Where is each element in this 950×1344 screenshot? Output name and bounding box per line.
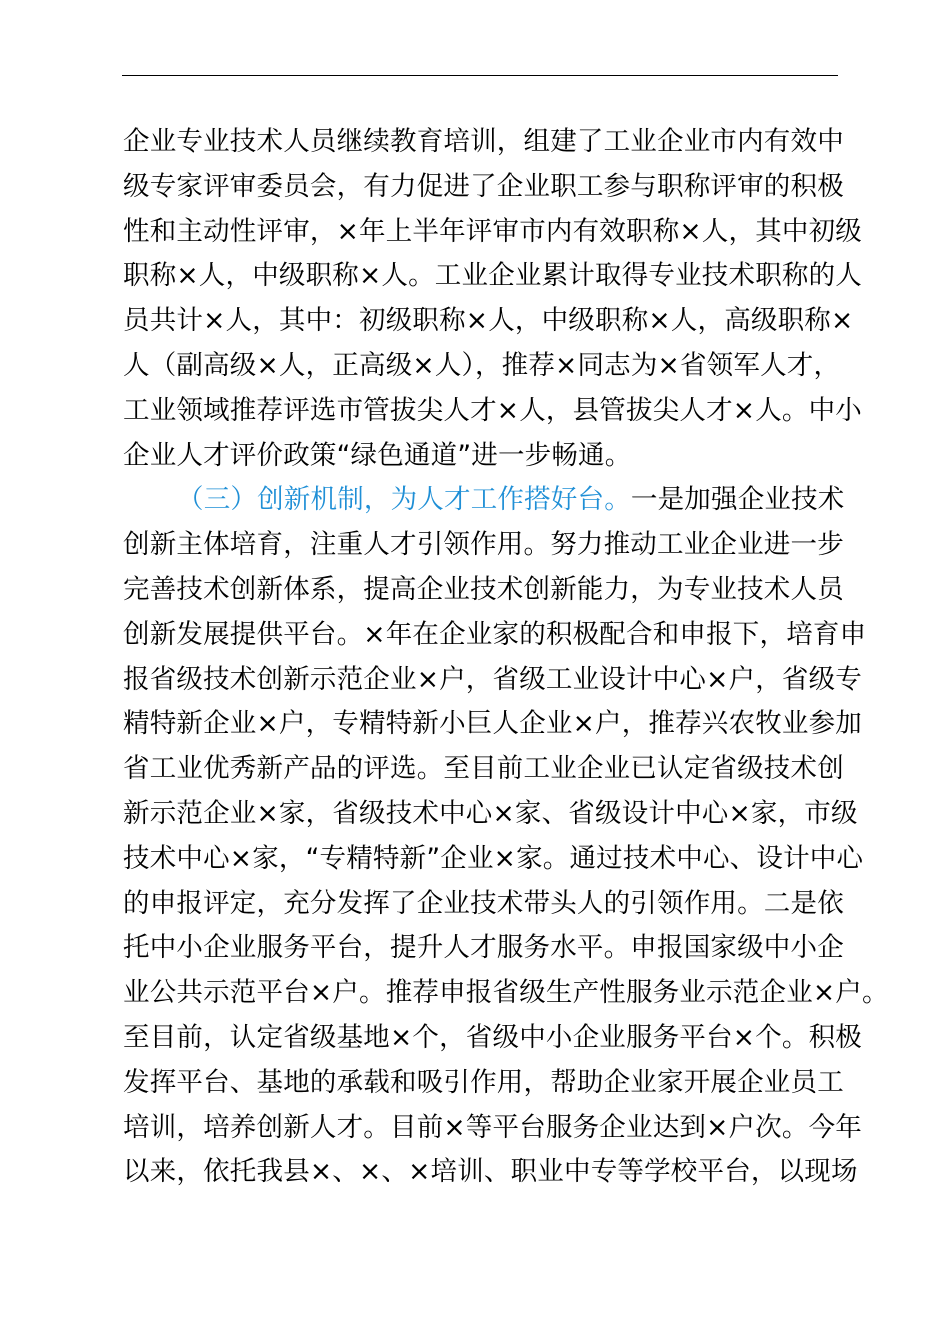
- text-line: 至目前，认定省级基地×个，省级中小企业服务平台×个。积极: [123, 1021, 863, 1053]
- text-line: 托中小企业服务平台，提升人才服务水平。申报国家级中小企: [123, 932, 844, 964]
- text-line: 工业领域推荐评选市管拔尖人才×人，县管拔尖人才×人。中小: [123, 394, 863, 426]
- text-line: 新示范企业×家，省级技术中心×家、省级设计中心×家，市级: [123, 797, 858, 829]
- text-line: 性和主动性评审，×年上半年评审市内有效职称×人，其中初级: [123, 215, 863, 247]
- text-line: 创新主体培育，注重人才引领作用。努力推动工业企业进一步: [123, 529, 844, 561]
- text-run: 一是加强企业技术: [630, 484, 845, 516]
- text-line: 技术中心×家，“专精特新”企业×家。通过技术中心、设计中心: [123, 842, 864, 874]
- text-line: 完善技术创新体系，提高企业技术创新能力，为专业技术人员: [123, 573, 844, 605]
- text-line: 创新发展提供平台。×年在企业家的积极配合和申报下，培育申: [123, 618, 867, 650]
- paragraph-innovation-mechanism: [123, 478, 889, 1195]
- text-line-first: [123, 478, 845, 523]
- text-line: 企业人才评价政策“绿色通道”进一步畅通。: [123, 439, 632, 471]
- text-line: 报省级技术创新示范企业×户，省级工业设计中心×户，省级专: [123, 663, 863, 695]
- text-line: 业公共示范平台×户。推荐申报省级生产性服务业示范企业×户。: [123, 977, 889, 1009]
- text-line: 以来，依托我县×、×、×培训、职业中专等学校平台，以现场: [123, 1156, 858, 1188]
- text-line: 人（副高级×人，正高级×人），推荐×同志为×省领军人才，: [123, 349, 841, 381]
- text-line: 培训，培养创新人才。目前×等平台服务企业达到×户次。今年: [123, 1111, 863, 1143]
- text-line: 企业专业技术人员继续教育培训，组建了工业企业市内有效中: [123, 126, 844, 157]
- text-line: 职称×人，中级职称×人。工业企业累计取得专业技术职称的人: [123, 260, 863, 292]
- text-line: 的申报评定，充分发挥了企业技术带头人的引领作用。二是依: [123, 887, 844, 919]
- document-body: [123, 120, 889, 1195]
- text-line: 省工业优秀新产品的评选。至目前工业企业已认定省级技术创: [123, 753, 844, 785]
- paragraph-talent-evaluation: [123, 120, 863, 478]
- text-line: 发挥平台、基地的承载和吸引作用，帮助企业家开展企业员工: [123, 1066, 844, 1098]
- text-line: 员共计×人，其中：初级职称×人，中级职称×人，高级职称×: [123, 305, 854, 337]
- section-heading: （三）创新机制，为人才工作搭好台。: [177, 484, 631, 516]
- text-line: 精特新企业×户，专精特新小巨人企业×户，推荐兴农牧业参加: [123, 708, 863, 740]
- header-rule: [122, 75, 838, 76]
- text-line: 级专家评审委员会，有力促进了企业职工参与职称评审的积极: [123, 170, 844, 202]
